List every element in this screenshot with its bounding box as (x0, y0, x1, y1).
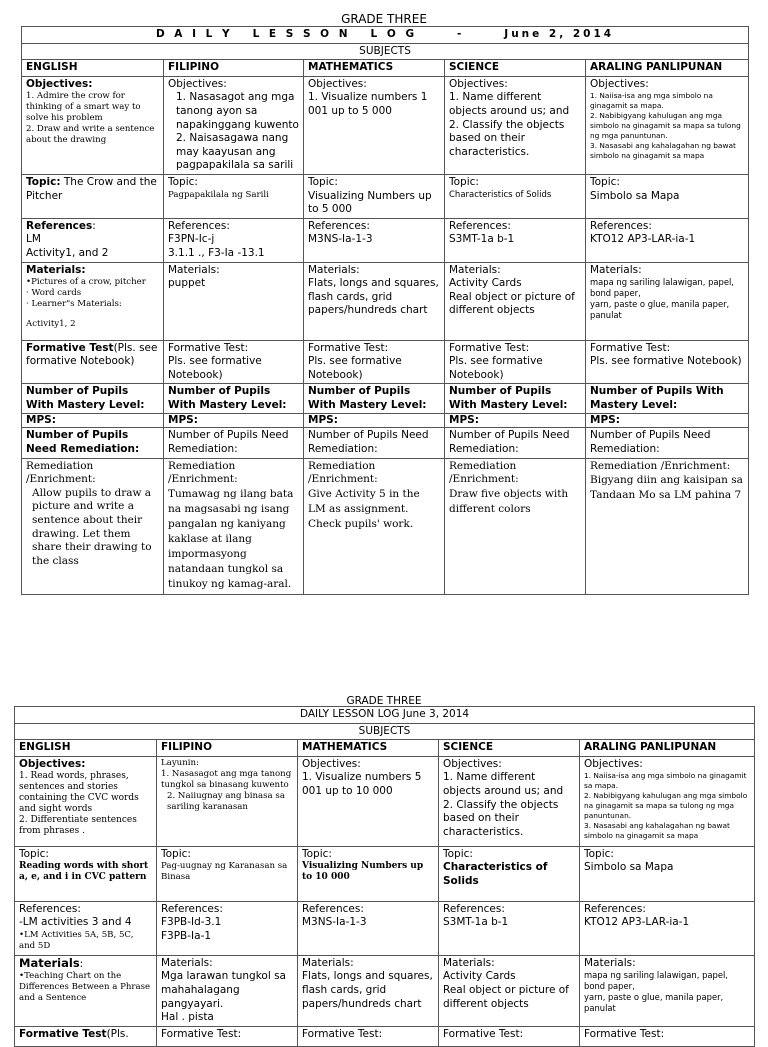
mps-mathematics: MPS: (304, 414, 445, 428)
objective-item: 2. Nabibigyang kahulugan ang mga simbolo na ginagamit sa mapa sa tulong ng mga panuntunan. (584, 791, 748, 821)
header-filipino: FILIPINO (164, 60, 304, 77)
topic-araling-panlipunan (580, 846, 755, 901)
objective-item: 1. Naiisa-isa ang mga simbolo na ginagamit sa mapa. (584, 771, 747, 791)
material-item: · Learner"s Materials: (26, 299, 122, 310)
materials-mathematics (298, 955, 439, 1026)
materials-mathematics (304, 262, 445, 340)
formative-label: Formative Test: (308, 341, 389, 354)
remediation-text: Give Activity 5 in the LM as assignment. Check pupils' work. (308, 487, 420, 530)
header-english: ENGLISH (15, 740, 157, 757)
mastery-science: Number of Pupils With Mastery Level: (445, 384, 586, 414)
references-label: References: (161, 902, 223, 915)
objective-item: 1. Nasasagot ang mga tanong ayon sa napakinggang kuwento (176, 91, 299, 131)
formative-araling-panlipunan (586, 340, 749, 384)
topic-value: Visualizing Numbers up to 5 000 (308, 189, 432, 216)
objectives-science (445, 76, 586, 174)
topic-filipino (157, 846, 298, 901)
references-araling-panlipunan (580, 901, 755, 955)
objectives-label: Objectives: (449, 77, 508, 90)
formative-note: Pls. see formative Notebook) (590, 355, 742, 368)
objectives-english (22, 76, 164, 174)
formative-english (15, 1026, 157, 1046)
remediation-araling-panlipunan (586, 458, 749, 594)
topic-mathematics (298, 846, 439, 901)
references-filipino (157, 901, 298, 955)
topic-value: Reading words with short a, e, and i in CVC pattern (19, 861, 149, 883)
material-item: yarn, paste o glue, manila paper, panulat (590, 299, 730, 321)
reference-line: F3PB-Ia-1 (161, 929, 212, 942)
objectives-filipino (157, 756, 298, 846)
materials-label: Materials: (584, 956, 636, 969)
objectives-mathematics (298, 756, 439, 846)
objectives-araling-panlipunan (586, 76, 749, 174)
objective-item: 2. Nabibigyang kahulugan ang mga simbolo na ginagamit sa mapa sa tulong ng mga panuntunan. (590, 111, 741, 141)
material-item: Flats, longs and squares, flash cards, grid papers/hundreds chart (308, 277, 439, 317)
material-item: • Pictures of a crow, pitcher (26, 277, 159, 288)
objective-item: 1. Name different objects around us; and (449, 91, 570, 117)
references-english (15, 901, 157, 955)
formative-mathematics: Formative Test: (298, 1026, 439, 1046)
topic-filipino (164, 174, 304, 218)
lesson-log-june-2 (0, 12, 768, 26)
grade-title: GRADE THREE (341, 12, 427, 26)
objective-item: 2. Classify the objects based on their characteristics. (443, 798, 559, 838)
objectives-label: Layunin: (161, 757, 199, 768)
material-item: mapa ng sariling lalawigan, papel, bond paper, (584, 970, 728, 992)
objectives-label: Objectives: (308, 77, 367, 90)
remediation-label: Remediation /Enrichment: (168, 459, 238, 486)
topic-value: Characteristics of Solids (449, 189, 552, 200)
topic-value: Simbolo sa Mapa (590, 189, 680, 202)
remediation-label: Remediation /Enrichment: (26, 459, 96, 486)
references-filipino (164, 218, 304, 262)
header-science: SCIENCE (445, 60, 586, 77)
header-mathematics: MATHEMATICS (298, 740, 439, 757)
materials-label: Materials: (26, 263, 86, 276)
formative-araling-panlipunan: Formative Test: (580, 1026, 755, 1046)
remediation-label: Remediation /Enrichment: (449, 459, 519, 486)
objective-item: 1. Nasasagot ang mga tanong tungkol sa binasang kuwento (161, 768, 292, 790)
topic-araling-panlipunan (586, 174, 749, 218)
materials-label: Materials: (302, 956, 354, 969)
objective-item: 3. Nasasabi ang kahalagahan ng bawat simbolo na ginagamit sa mapa (584, 821, 730, 841)
references-label: References: (168, 219, 230, 232)
topic-label: Topic: (308, 175, 338, 188)
materials-araling-panlipunan (580, 955, 755, 1026)
formative-note: Pls. see formative Notebook) (449, 355, 543, 381)
references-label: References (26, 219, 93, 232)
references-label: References: (19, 902, 81, 915)
remediation-label: Remediation /Enrichment: (590, 459, 731, 472)
objective-item: 2. Differentiate sentences from phrases . (19, 815, 137, 837)
reference-line: F3PB-Id-3.1 (161, 916, 222, 929)
references-mathematics (298, 901, 439, 955)
remediation-text: Bigyang diin ang kaisipan sa Tandaan Mo sa LM pahina 7 (590, 474, 743, 502)
topic-science (439, 846, 580, 901)
materials-label: Materials: (590, 263, 642, 276)
mps-araling-panlipunan: MPS: (586, 414, 749, 428)
formative-science (445, 340, 586, 384)
reference-line: M3NS-Ia-1-3 (308, 233, 373, 246)
references-araling-panlipunan (586, 218, 749, 262)
material-item: Mga larawan tungkol sa mahahalagang pangyayari. (161, 970, 286, 1010)
reference-line: KTO12 AP3-LAR-ia-1 (590, 233, 696, 246)
objectives-araling-panlipunan (580, 756, 755, 846)
formative-mathematics (304, 340, 445, 384)
remediation-label: Remediation /Enrichment: (308, 459, 378, 486)
materials-filipino (164, 262, 304, 340)
formative-label: Formative Test (26, 341, 114, 354)
references-label: References: (449, 219, 511, 232)
materials-science (445, 262, 586, 340)
header-english: ENGLISH (22, 60, 164, 77)
reference-line: -LM activities 3 and 4 (19, 916, 132, 929)
materials-label: Materials: (443, 956, 495, 969)
objectives-label: Objectives: (590, 77, 649, 90)
topic-label: Topic: (302, 847, 332, 860)
material-item: mapa ng sariling lalawigan, papel, bond paper, (590, 277, 734, 299)
material-item: Flats, longs and squares, flash cards, grid papers/hundreds chart (302, 970, 433, 1010)
mps-english: MPS: (22, 414, 164, 428)
materials-english: Materials: • Teaching Chart on the Differences Between a Phrase and a Sentence (15, 955, 157, 1026)
header-filipino: FILIPINO (157, 740, 298, 757)
mastery-filipino: Number of Pupils With Mastery Level: (164, 384, 304, 414)
materials-label: Materials: (449, 263, 501, 276)
lesson-table-june-3 (14, 706, 755, 1047)
objective-item: 2. Draw and write a sentence about the drawing (26, 124, 155, 146)
log-title: DAILY LESSON LOG June 3, 2014 (15, 707, 755, 724)
formative-label: Formative Test: (449, 341, 530, 354)
remediation-text: Allow pupils to draw a picture and write a sentence about their drawing. Let them share their drawing to the class (32, 486, 152, 567)
references-label: References: (308, 219, 370, 232)
references-english: References: LM Activity1, and 2 (22, 218, 164, 262)
reference-line: S3MT-1a b-1 (443, 916, 509, 929)
grade-title: GRADE THREE (346, 695, 422, 707)
mps-science: MPS: (445, 414, 586, 428)
remediation-science (445, 458, 586, 594)
material-item: Real object or picture of different objects (443, 983, 569, 1010)
formative-filipino (164, 340, 304, 384)
topic-value: Pagpapakilala ng Sarili (168, 189, 269, 200)
references-label: References: (443, 902, 505, 915)
mps-filipino: MPS: (164, 414, 304, 428)
objectives-science (439, 756, 580, 846)
mastery-araling-panlipunan: Number of Pupils With Mastery Level: (586, 384, 749, 414)
references-science (439, 901, 580, 955)
materials-label: Materials: (161, 956, 213, 969)
objective-item: 2. Naisasagawa nang may kaayusan ang pagpapakilala sa sarili (176, 132, 294, 172)
objectives-mathematics (304, 76, 445, 174)
subjects-label: SUBJECTS (22, 43, 749, 60)
materials-filipino (157, 955, 298, 1026)
topic-mathematics (304, 174, 445, 218)
formative-label: Formative Test: (168, 341, 249, 354)
formative-label: Formative Test: (590, 341, 671, 354)
materials-label: Materials: (168, 263, 220, 276)
objective-item: 2. Naiiugnay ang binasa sa sariling karanasan (167, 790, 285, 812)
references-label: References: (584, 902, 646, 915)
references-label: References: (302, 902, 364, 915)
objective-item: 1. Visualize numbers 5 001 up to 10 000 (302, 771, 422, 797)
references-mathematics (304, 218, 445, 262)
material-item: Real object or picture of different objects (449, 290, 575, 317)
header-araling-panlipunan: ARALING PANLIPUNAN (580, 740, 755, 757)
references-label: References: (590, 219, 652, 232)
materials-english (22, 262, 164, 340)
material-item: puppet (168, 277, 206, 290)
reference-line: M3NS-Ia-1-3 (302, 916, 367, 929)
topic-value: Characteristics of Solids (443, 861, 548, 887)
topic-science (445, 174, 586, 218)
reference-line: • LM Activities 5A, 5B, 5C, and 5D (19, 930, 152, 952)
objectives-label: Objectives: (19, 757, 86, 770)
objectives-filipino (164, 76, 304, 174)
topic-english (15, 846, 157, 901)
remediation-mathematics (304, 458, 445, 594)
reference-line: F3PN-Ic-j (168, 233, 215, 246)
reference-line: S3MT-1a b-1 (449, 233, 515, 246)
remediation-need-mathematics: Number of Pupils Need Remediation: (304, 428, 445, 458)
objective-item: 1. Read words, phrases, sentences and stories containing the CVC words and sight words (19, 771, 139, 815)
objective-item: 3. Nasasabi ang kahalagahan ng bawat simbolo na ginagamit sa mapa (590, 141, 736, 161)
objective-item: 1. Admire the crow for thinking of a smart way to solve his problem (26, 91, 141, 124)
topic-label: Topic: (26, 175, 61, 188)
objectives-label: Objectives: (26, 77, 93, 90)
objective-item: 1. Name different objects around us; and (443, 771, 564, 797)
materials-label: Materials: (308, 263, 360, 276)
objectives-label: Objectives: (443, 757, 502, 770)
material-item: Activity Cards (449, 277, 522, 290)
header-science: SCIENCE (439, 740, 580, 757)
formative-note: (Pls. see formative Notebook) (26, 341, 158, 368)
reference-line: Activity1, and 2 (26, 246, 109, 259)
header-mathematics: MATHEMATICS (304, 60, 445, 77)
objectives-label: Objectives: (168, 77, 227, 90)
log-title: D A I L Y L E S S O N L O G - June 2, 2014 (22, 27, 749, 44)
objectives-label: Objectives: (584, 757, 643, 770)
objective-item: 2. Classify the objects based on their characteristics. (449, 118, 565, 158)
objectives-english (15, 756, 157, 846)
remediation-filipino (164, 458, 304, 594)
topic-value: Simbolo sa Mapa (584, 861, 674, 874)
remediation-text: Draw five objects with different colors (449, 487, 569, 515)
materials-label: Materials (19, 955, 80, 970)
remediation-need-english: Number of Pupils Need Remediation: (22, 428, 164, 458)
header-araling-panlipunan: ARALING PANLIPUNAN (586, 60, 749, 77)
formative-label: Formative Test (19, 1027, 107, 1040)
formative-note: (Pls. (106, 1027, 129, 1040)
mastery-mathematics: Number of Pupils With Mastery Level: (304, 384, 445, 414)
formative-note: Pls. see formative Notebook) (308, 355, 402, 381)
remediation-need-araling-panlipunan: Number of Pupils Need Remediation: (586, 428, 749, 458)
topic-value: Visualizing Numbers up to 10 000 (302, 861, 424, 883)
reference-line: KTO12 AP3-LAR-ia-1 (584, 916, 690, 929)
materials-science (439, 955, 580, 1026)
remediation-text: Tumawag ng ilang bata na magsasabi ng isang pangalan ng kaniyang kaklase at ilang impormasyong natandaan tungkol sa tinukoy ng kamag-aral. (168, 487, 294, 590)
topic-label: Topic: (168, 175, 198, 188)
reference-line: LM (26, 233, 41, 246)
mastery-english: Number of Pupils With Mastery Level: (22, 384, 164, 414)
topic-english (22, 174, 164, 218)
references-science (445, 218, 586, 262)
material-item: • Teaching Chart on the Differences Between a Phrase and a Sentence (19, 971, 152, 1004)
formative-science: Formative Test: (439, 1026, 580, 1046)
topic-label: Topic: (19, 847, 49, 860)
topic-label: Topic: (590, 175, 620, 188)
topic-label: Topic: (443, 847, 473, 860)
material-item: · Word cards (26, 288, 82, 299)
topic-value: The Crow and the Pitcher (26, 175, 157, 202)
reference-line: 3.1.1 ., F3-Ia -13.1 (168, 246, 265, 259)
material-item: Hal . pista (161, 1011, 214, 1024)
lesson-table-june-2 (21, 26, 749, 595)
formative-filipino: Formative Test: (157, 1026, 298, 1046)
remediation-english (22, 458, 164, 594)
topic-value: Pag-uugnay ng Karanasan sa Binasa (161, 861, 288, 883)
material-item: Activity Cards (443, 970, 516, 983)
materials-araling-panlipunan (586, 262, 749, 340)
objectives-label: Objectives: (302, 757, 361, 770)
remediation-need-science: Number of Pupils Need Remediation: (445, 428, 586, 458)
material-item: yarn, paste o glue, manila paper, panulat (584, 992, 724, 1014)
subjects-label: SUBJECTS (15, 723, 755, 740)
topic-label: Topic: (449, 175, 479, 188)
topic-label: Topic: (584, 847, 614, 860)
formative-english (22, 340, 164, 384)
remediation-need-filipino: Number of Pupils Need Remediation: (164, 428, 304, 458)
topic-label: Topic: (161, 847, 191, 860)
material-item: Activity1, 2 (26, 319, 76, 330)
formative-note: Pls. see formative Notebook) (168, 355, 262, 381)
objective-item: 1. Visualize numbers 1 001 up to 5 000 (308, 91, 428, 117)
objective-item: 1. Naiisa-isa ang mga simbolo na ginagamit sa mapa. (590, 91, 713, 111)
